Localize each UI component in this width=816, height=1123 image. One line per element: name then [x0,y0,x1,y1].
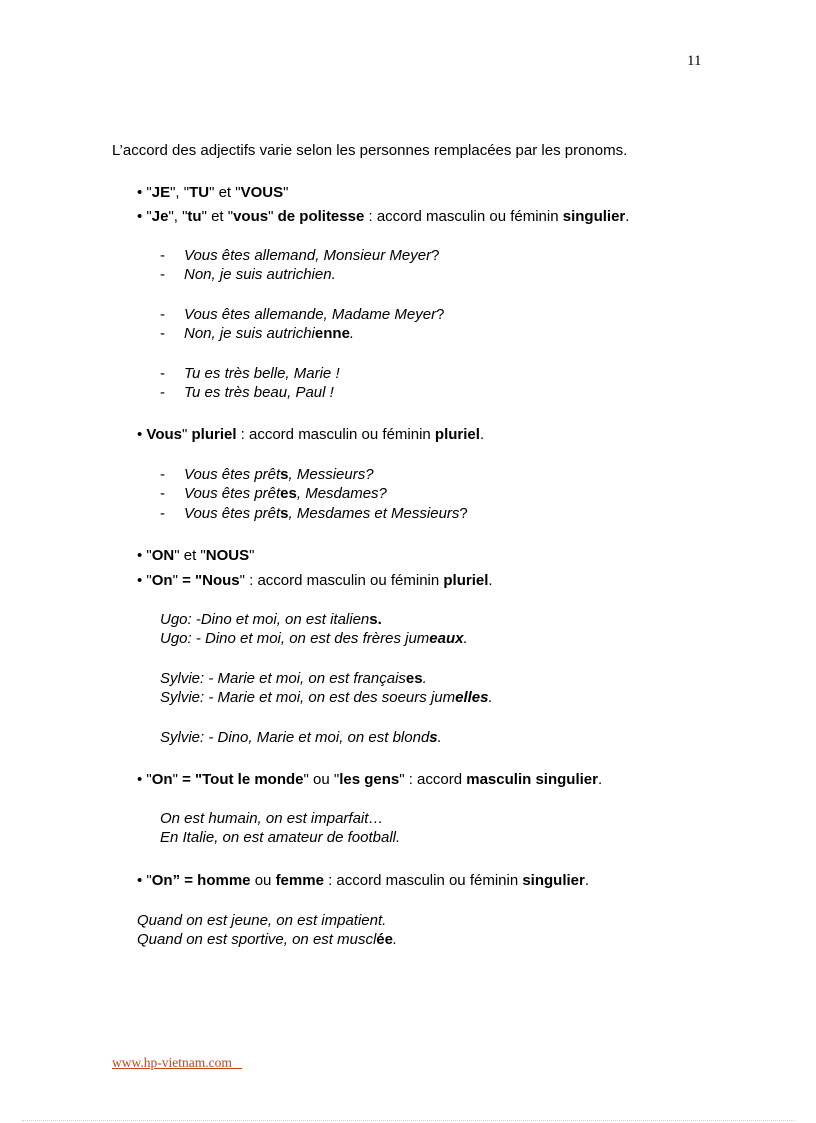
bold-text: pluriel [191,426,237,443]
bold-text: Je [151,208,169,225]
bullet-je-tu-vous [137,183,288,203]
intro-paragraph: L’accord des adjectifs varie selon les personnes remplacées par les pronoms. [112,142,628,159]
example-line [160,246,439,266]
text: " [249,547,255,564]
text: ", " [168,208,188,225]
example-text: Ugo: -Dino et moi, on est italien [160,611,370,628]
example-text: Tu es très belle, Marie ! [184,365,340,382]
bullet-on-equals-nous [137,571,493,591]
example-line [160,728,442,748]
bold-text: VOUS [240,184,284,201]
dash: - [160,485,165,502]
text: • " [137,208,152,225]
example-text: Tu es très beau, Paul ! [184,384,334,401]
example-text: Quand on est jeune, on est impatient. [137,912,387,929]
text: ou [250,872,276,889]
bold-text: JE [151,184,171,201]
example-text: Non, je suis autrichi [184,325,315,342]
example-text: Sylvie: - Marie et moi, on est des soeurs jum [160,689,456,706]
bold-ending: enne [314,325,350,342]
text: " : accord [399,771,467,788]
text: " [283,184,289,201]
bold-ending: s [429,729,438,746]
page-bottom-divider [22,1120,794,1121]
bold-text: On [151,771,173,788]
text: . [625,208,630,225]
text: " [181,426,192,443]
bullet-politesse [137,207,629,227]
bold-text: tu [187,208,202,225]
dash: - [160,384,165,401]
bold-text: femme [275,872,324,889]
bold-text: de politesse [277,208,365,225]
text: . [479,426,485,443]
text: " : accord masculin ou féminin [239,572,444,589]
example-text: Vous êtes allemande, Madame Meyer [184,306,437,323]
text: : accord masculin ou féminin [236,426,435,443]
bullet-homme-femme [137,871,589,891]
dash: - [160,266,165,283]
text: , Mesdames et Messieurs [288,505,460,522]
text: . [349,325,355,342]
text: " [172,771,183,788]
bold-ending: s [280,505,289,522]
example-line [160,809,383,829]
bold-text: les gens [339,771,400,788]
example-line [160,265,336,285]
bold-text: singulier [562,208,626,225]
page-number: 11 [687,53,702,69]
text: , Mesdames? [296,485,387,502]
text: . [597,771,603,788]
dash: - [160,365,165,382]
bold-text: NOUS [205,547,250,564]
example-line [160,504,468,524]
bold-text: On [151,572,173,589]
bold-text: Vous [146,426,182,443]
text: : accord masculin ou féminin [364,208,563,225]
text: " et " [209,184,241,201]
bold-text: On” = homme [151,872,251,889]
text: " ou " [303,771,340,788]
text: : accord masculin ou féminin [323,872,523,889]
bold-ending: s. [369,611,382,628]
example-line [137,911,386,931]
example-text: Vous êtes prêt [184,485,281,502]
text: . [488,689,493,706]
text: ? [431,247,440,264]
example-text: Sylvie: - Marie et moi, on est français [160,670,406,687]
bold-text: singulier [522,872,585,889]
text: " et " [174,547,206,564]
example-line [160,610,382,630]
bold-text: pluriel [443,572,489,589]
dash: - [160,247,165,264]
text: . [392,931,398,948]
footer-website-link[interactable]: www.hp-vietnam.com [112,1055,242,1070]
text: , Messieurs? [288,466,374,483]
text: ? [436,306,445,323]
bullet-on-nous [137,546,254,566]
example-line [160,484,387,504]
example-text: Quand on est sportive, on est muscl [137,931,377,948]
bold-ending: s [280,466,289,483]
text: . [463,630,468,647]
example-line [160,305,444,325]
bold-text: = "Tout le monde [182,771,304,788]
example-line [160,364,340,384]
dash: - [160,505,165,522]
bold-ending: elles [455,689,489,706]
text: • " [137,572,152,589]
example-text: Non, je suis autrichien. [184,266,336,283]
text: • [137,426,147,443]
example-line [160,383,334,403]
bullet-vous-pluriel [137,425,484,445]
example-text: Vous êtes prêt [184,505,281,522]
bold-text: ON [151,547,175,564]
text: . [437,729,442,746]
bold-ending: es [280,485,297,502]
example-text: En Italie, on est amateur de football. [160,829,401,846]
bold-ending: eaux [429,630,464,647]
dash: - [160,466,165,483]
text: • " [137,184,152,201]
text: " [268,208,278,225]
example-line [160,629,468,649]
example-line [160,669,427,689]
bullet-tout-le-monde [137,770,602,790]
text: . [584,872,590,889]
bold-text: TU [189,184,210,201]
bold-text: vous [233,208,269,225]
dash: - [160,306,165,323]
example-line [137,930,397,950]
text: . [422,670,427,687]
example-text: Vous êtes allemand, Monsieur Meyer [184,247,432,264]
example-line [160,324,354,344]
bold-text: pluriel [434,426,480,443]
example-text: Sylvie: - Dino, Marie et moi, on est blond [160,729,430,746]
bold-text: masculin singulier [466,771,598,788]
text: • " [137,872,152,889]
example-text: Ugo: - Dino et moi, on est des frères jum [160,630,430,647]
dash: - [160,325,165,342]
bold-ending: es [405,670,423,687]
text: ? [459,505,468,522]
text: . [488,572,493,589]
text: • " [137,771,152,788]
example-text: Vous êtes prêt [184,466,281,483]
example-line [160,828,400,848]
text: ", " [170,184,190,201]
text: • " [137,547,152,564]
example-text: On est humain, on est imparfait… [160,810,384,827]
text: " et " [201,208,234,225]
example-line [160,688,493,708]
bold-ending: ée [376,931,393,948]
bold-text: = "Nous [182,572,240,589]
example-line [160,465,374,485]
text: " [172,572,183,589]
